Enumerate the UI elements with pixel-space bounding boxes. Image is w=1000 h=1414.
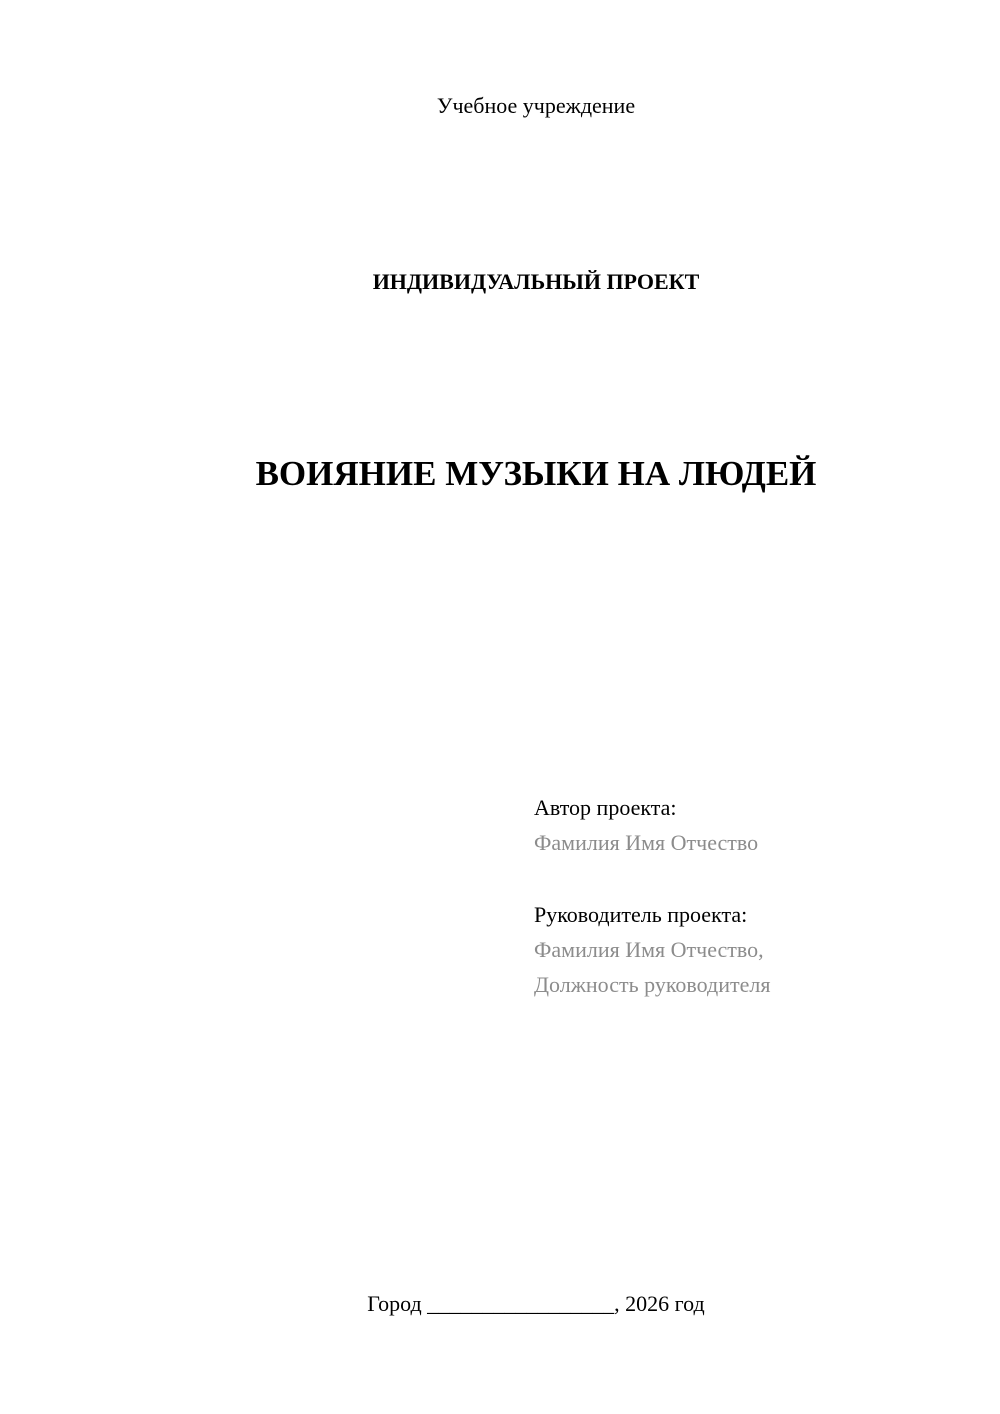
city-label: Город — [367, 1291, 422, 1316]
author-name: Фамилия Имя Отчество — [534, 830, 759, 855]
project-type-heading: ИНДИВИДУАЛЬНЫЙ ПРОЕКТ — [372, 269, 700, 294]
credits-spacer — [534, 860, 974, 897]
supervisor-position: Должность руководителя — [534, 972, 771, 997]
supervisor-label: Руководитель проекта: — [534, 902, 748, 927]
institution-name: Учебное учреждение — [436, 93, 636, 118]
city-blank: _________________ — [427, 1291, 615, 1316]
supervisor-name: Фамилия Имя Отчество, — [534, 937, 764, 962]
year-label: , 2026 год — [614, 1291, 705, 1316]
author-label: Автор проекта: — [534, 795, 677, 820]
footer-city-year — [0, 1290, 1000, 1318]
credits-block — [534, 790, 974, 1002]
project-title: ВОИЯНИЕ МУЗЫКИ НА ЛЮДЕЙ — [255, 454, 817, 493]
